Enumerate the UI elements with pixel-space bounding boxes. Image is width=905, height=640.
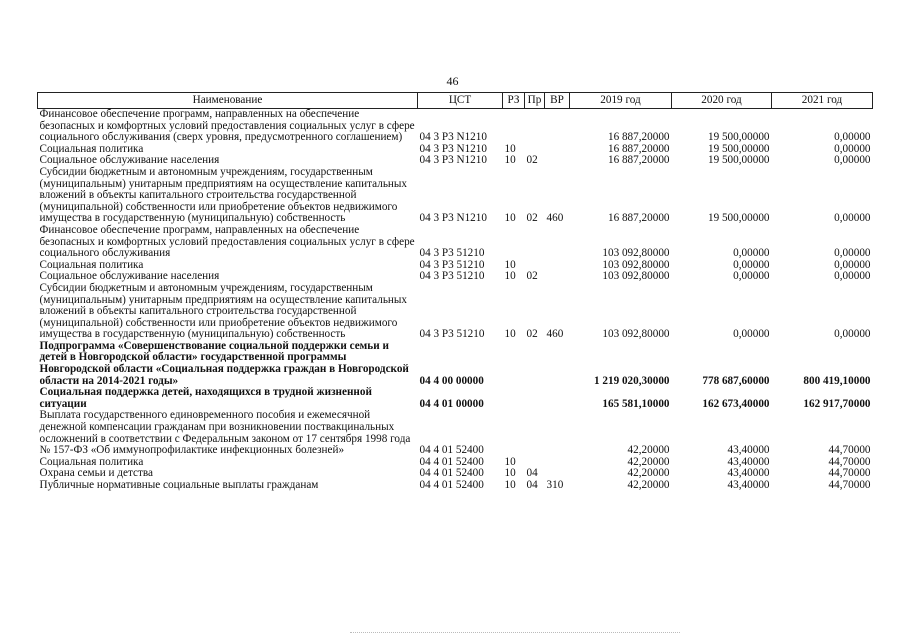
cell-2019: 16 887,20000 (607, 212, 670, 225)
cell-rz (503, 387, 525, 410)
header-cst: ЦСТ (418, 93, 503, 109)
cell-2019: 42,20000 (627, 467, 670, 480)
cell-name: Социальное обслуживание населения (39, 154, 220, 167)
cell-2021: 44,70000 (828, 467, 871, 480)
cell-2019: 165 581,10000 (602, 397, 670, 410)
cell-2021: 0,00000 (834, 270, 871, 283)
cell-rz: 10 (504, 212, 516, 225)
cell-2021: 44,70000 (828, 444, 871, 457)
cell-2019: 42,20000 (627, 479, 670, 491)
cell-rz: 10 (504, 154, 516, 167)
cell-name: Финансовое обеспечение программ, направленных на обеспечение безопасных и комфортных условий предоставления социальных услуг в сфере социального обслуживания (39, 223, 415, 260)
cell-pr (525, 410, 545, 456)
header-2021: 2021 год (772, 93, 873, 109)
cell-pr (525, 341, 545, 387)
cell-2019: 103 092,80000 (602, 247, 670, 260)
cell-rz: 10 (504, 258, 516, 271)
cell-cst: 04 4 01 00000 (419, 397, 484, 410)
cell-2021: 0,00000 (834, 212, 871, 225)
cell-2020: 43,40000 (727, 444, 770, 457)
cell-2019: 16 887,20000 (607, 142, 670, 155)
cell-name: Социальное обслуживание населения (39, 270, 220, 283)
cell-2021: 0,00000 (834, 142, 871, 155)
table-row (38, 410, 873, 456)
cell-rz: 10 (504, 328, 516, 341)
cell-rz (503, 341, 525, 387)
table-row (38, 283, 873, 341)
table-row (38, 387, 873, 410)
cell-2021: 800 419,10000 (803, 374, 871, 387)
header-rz: РЗ (503, 93, 525, 109)
table-row (38, 225, 873, 260)
cell-vr (545, 457, 570, 469)
cell-2021: 0,00000 (834, 328, 871, 341)
cell-2020: 43,40000 (727, 455, 770, 468)
cell-pr (525, 387, 545, 410)
cell-cst: 04 3 P3 N1210 (419, 154, 487, 167)
cell-name: Подпрограмма «Совершенствование социальной поддержки семьи и детей в Новгородской области» государственной программы Новгородской области «Социальная поддержка граждан в Новгородской области на 2014-2021 годы» (39, 339, 409, 387)
cell-pr: 02 (526, 328, 538, 341)
cell-vr (545, 225, 570, 260)
cell-2021: 44,70000 (828, 479, 871, 491)
cell-name: Охрана семьи и детства (39, 467, 153, 480)
cell-2019: 42,20000 (627, 444, 670, 457)
cell-vr (545, 341, 570, 387)
cell-2019: 16 887,20000 (607, 131, 670, 144)
cell-2020: 778 687,60000 (702, 374, 770, 387)
cell-cst: 04 3 P3 N1210 (419, 142, 487, 155)
cell-2019: 103 092,80000 (602, 328, 670, 341)
header-vr: ВР (545, 93, 570, 109)
cell-rz: 10 (504, 467, 516, 480)
cell-rz: 10 (504, 479, 516, 491)
cell-vr (545, 260, 570, 272)
table-header (38, 93, 873, 109)
cell-2020: 19 500,00000 (707, 142, 770, 155)
cell-pr: 02 (526, 212, 538, 225)
cell-cst: 04 3 P3 51210 (419, 247, 485, 260)
cell-2019: 42,20000 (627, 455, 670, 468)
cell-vr (545, 109, 570, 144)
cell-rz (503, 410, 525, 456)
cell-cst: 04 3 P3 N1210 (419, 131, 487, 144)
header-name: Наименование (38, 93, 418, 109)
cell-vr (545, 144, 570, 156)
cell-2021: 0,00000 (834, 131, 871, 144)
cell-cst: 04 3 P3 51210 (419, 270, 485, 283)
header-pr: Пр (525, 93, 545, 109)
cell-2020: 0,00000 (733, 270, 770, 283)
cell-vr (545, 155, 570, 167)
cell-pr: 02 (526, 154, 538, 167)
cell-2020: 19 500,00000 (707, 154, 770, 167)
cell-vr (545, 410, 570, 456)
cell-pr (525, 225, 545, 260)
cell-pr (525, 109, 545, 144)
cell-pr: 04 (526, 467, 538, 480)
cell-2019: 103 092,80000 (602, 270, 670, 283)
cell-rz (503, 109, 525, 144)
header-2020: 2020 год (672, 93, 772, 109)
cell-vr: 460 (546, 328, 564, 341)
cell-cst: 04 4 01 52400 (419, 479, 484, 491)
cell-2019: 16 887,20000 (607, 154, 670, 167)
table-row (38, 480, 873, 492)
cell-2019: 103 092,80000 (602, 258, 670, 271)
cell-2021: 44,70000 (828, 455, 871, 468)
cell-rz: 10 (504, 455, 516, 468)
header-2019: 2019 год (570, 93, 672, 109)
cell-cst: 04 3 P3 51210 (419, 328, 485, 341)
cell-2019: 1 219 020,30000 (593, 374, 670, 387)
cell-cst: 04 3 P3 N1210 (419, 212, 487, 225)
table-row (38, 167, 873, 225)
table-row (38, 109, 873, 144)
cell-2020: 19 500,00000 (707, 131, 770, 144)
cell-name: Социальная политика (39, 258, 144, 271)
cell-2020: 43,40000 (727, 479, 770, 491)
cell-2020: 0,00000 (733, 258, 770, 271)
table-row (38, 341, 873, 387)
cell-name: Финансовое обеспечение программ, направленных на обеспечение безопасных и комфортных условий предоставления социальных услуг в сфере социального обслуживания (сверх уровня, предусмотренного соглашением) (39, 108, 415, 144)
cell-name: Социальная политика (39, 455, 144, 468)
cell-cst: 04 4 01 52400 (419, 455, 484, 468)
cell-2020: 19 500,00000 (707, 212, 770, 225)
cell-name: Публичные нормативные социальные выплаты гражданам (39, 479, 319, 491)
cell-pr: 02 (526, 270, 538, 283)
cell-name: Субсидии бюджетным и автономным учреждениям, государственным (муниципальным) унитарным предприятиям на осуществление капитальных вложений в объекты капитального строительства государственной (муниципальной) собственности или приобретение объектов недвижимого имущества в государственную (муниципальную) собственность (39, 281, 408, 341)
cell-vr: 310 (546, 479, 564, 491)
cell-cst: 04 4 01 52400 (419, 444, 484, 457)
cell-2021: 0,00000 (834, 154, 871, 167)
cell-2020: 43,40000 (727, 467, 770, 480)
cell-vr: 460 (546, 212, 564, 225)
cell-2021: 0,00000 (834, 258, 871, 271)
cell-cst: 04 3 P3 51210 (419, 258, 485, 271)
cell-name: Субсидии бюджетным и автономным учреждениям, государственным (муниципальным) унитарным предприятиям на осуществление капитальных вложений в объекты капитального строительства государственной (муниципальной) собственности или приобретение объектов недвижимого имущества в государственную (муниципальную) собственность (39, 165, 408, 225)
cell-vr (545, 387, 570, 410)
cell-rz: 10 (504, 270, 516, 283)
table-body (38, 109, 873, 492)
cell-2020: 0,00000 (733, 247, 770, 260)
cell-cst: 04 4 00 00000 (419, 374, 484, 387)
footer-divider (350, 632, 680, 634)
cell-name: Выплата государственного единовременного пособия и ежемесячной денежной компенсации гражданам при возникновении поствакцинальных осложнений в соответствии с Федеральным законом от 17 сентября 1998 года № 157-ФЗ «Об иммунопрофилактике инфекционных болезней» (39, 409, 411, 457)
cell-2020: 162 673,40000 (702, 397, 770, 410)
cell-vr (545, 271, 570, 283)
cell-2021: 0,00000 (834, 247, 871, 260)
cell-cst: 04 4 01 52400 (419, 467, 484, 480)
cell-rz: 10 (504, 142, 516, 155)
budget-table (37, 92, 873, 492)
cell-name: Социальная политика (39, 142, 144, 155)
cell-pr: 04 (526, 479, 538, 491)
cell-name: Социальная поддержка детей, находящихся в трудной жизненной ситуации (39, 386, 372, 410)
cell-rz (503, 225, 525, 260)
page-number: 46 (446, 74, 459, 88)
cell-2020: 0,00000 (733, 328, 770, 341)
cell-2021: 162 917,70000 (803, 397, 871, 410)
